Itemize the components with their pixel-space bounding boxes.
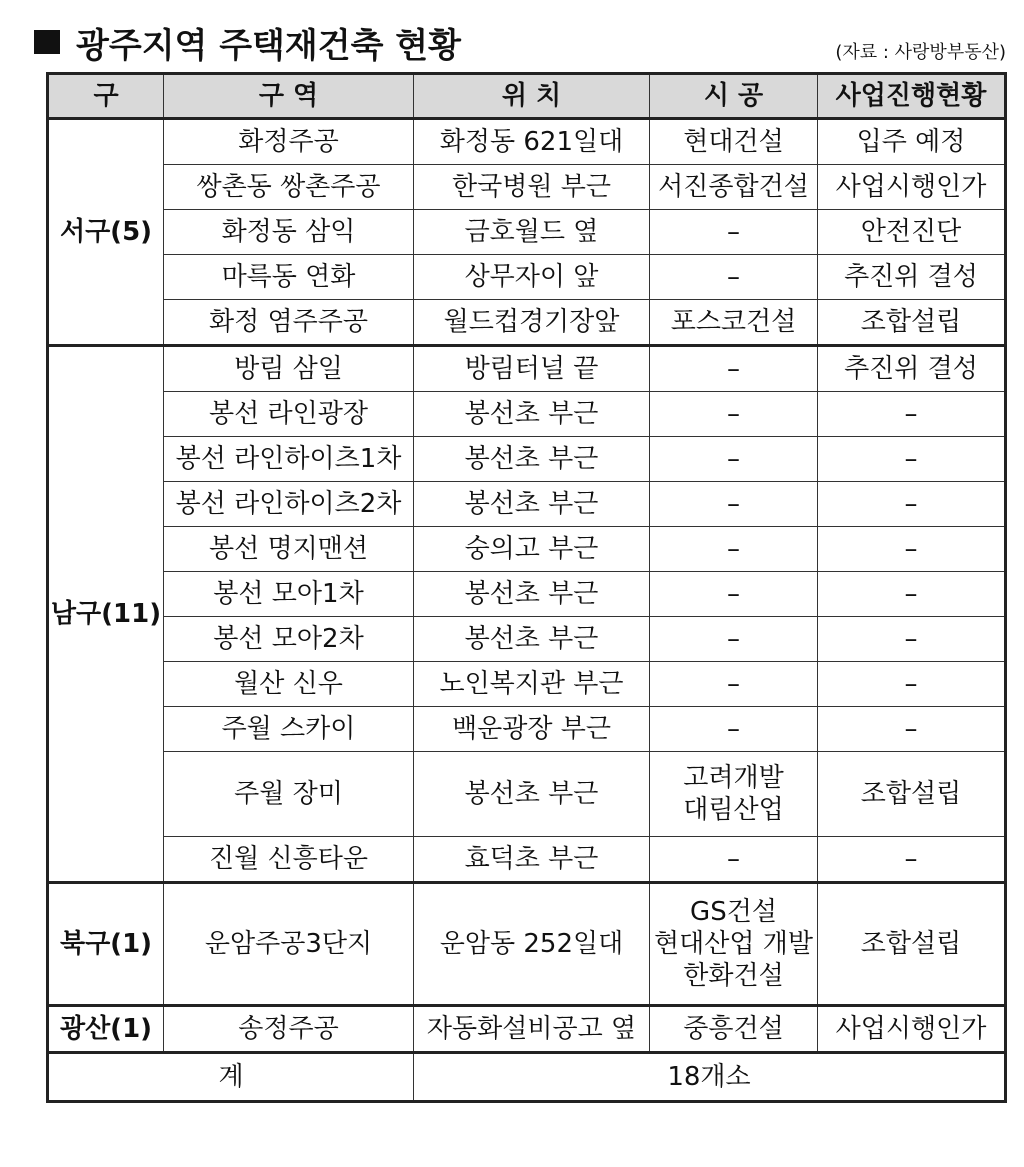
zone-cell: 봉선 라인광장 <box>164 392 414 437</box>
zone-cell: 봉선 모아2차 <box>164 617 414 662</box>
status-cell: 사업시행인가 <box>818 1006 1006 1053</box>
zone-cell: 방림 삼일 <box>164 346 414 392</box>
table-row <box>48 255 1006 300</box>
builder-cell <box>650 1006 818 1053</box>
builder-name: 현대산업 개발 <box>654 929 813 959</box>
location-cell: 효덕초 부근 <box>414 837 650 883</box>
builder-cell <box>650 300 818 346</box>
zone-cell: 송정주공 <box>164 1006 414 1053</box>
builder-name: 현대건설 <box>683 127 784 157</box>
zone-cell: 운암주공3단지 <box>164 883 414 1006</box>
source-note: (자료 : 사랑방부동산) <box>835 42 1006 63</box>
header-district: 구 <box>48 74 164 119</box>
builder-cell <box>650 482 818 527</box>
builder-cell <box>650 437 818 482</box>
builder-name: 한화건설 <box>683 961 784 991</box>
builder-cell <box>650 883 818 1006</box>
table-row <box>48 165 1006 210</box>
builder-name: – <box>727 489 740 519</box>
status-cell: 추진위 결성 <box>818 255 1006 300</box>
zone-cell: 봉선 라인하이츠1차 <box>164 437 414 482</box>
builder-name: – <box>727 844 740 874</box>
builder-cell <box>650 572 818 617</box>
builder-name: 포스코건설 <box>670 307 797 337</box>
page-title: 광주지역 주택재건축 현황 <box>76 26 461 66</box>
status-cell: – <box>818 437 1006 482</box>
location-cell: 운암동 252일대 <box>414 883 650 1006</box>
location-cell: 봉선초 부근 <box>414 482 650 527</box>
zone-cell: 화정동 삼익 <box>164 210 414 255</box>
header-builder: 시 공 <box>650 74 818 119</box>
table-row <box>48 437 1006 482</box>
builder-cell <box>650 527 818 572</box>
table-row <box>48 392 1006 437</box>
zone-cell: 화정 염주주공 <box>164 300 414 346</box>
location-cell: 백운광장 부근 <box>414 707 650 752</box>
status-cell: – <box>818 482 1006 527</box>
header-status: 사업진행현황 <box>818 74 1006 119</box>
status-cell: 입주 예정 <box>818 119 1006 165</box>
location-cell: 금호월드 옆 <box>414 210 650 255</box>
builder-name: – <box>727 669 740 699</box>
builder-name: – <box>727 262 740 292</box>
table-row <box>48 527 1006 572</box>
builder-name: – <box>727 579 740 609</box>
builder-cell <box>650 165 818 210</box>
total-row <box>48 1053 1006 1102</box>
table-row <box>48 1006 1006 1053</box>
location-cell: 노인복지관 부근 <box>414 662 650 707</box>
zone-cell: 화정주공 <box>164 119 414 165</box>
location-cell: 봉선초 부근 <box>414 437 650 482</box>
header-location: 위 치 <box>414 74 650 119</box>
location-cell: 봉선초 부근 <box>414 572 650 617</box>
table-row <box>48 752 1006 837</box>
builder-name: – <box>727 624 740 654</box>
zone-cell: 봉선 라인하이츠2차 <box>164 482 414 527</box>
builder-name: 서진종합건설 <box>658 172 809 202</box>
table-row <box>48 707 1006 752</box>
builder-name: – <box>727 714 740 744</box>
builder-cell <box>650 392 818 437</box>
builder-cell <box>650 346 818 392</box>
zone-cell: 월산 신우 <box>164 662 414 707</box>
builder-name: – <box>727 534 740 564</box>
location-cell: 상무자이 앞 <box>414 255 650 300</box>
status-cell: – <box>818 572 1006 617</box>
total-label: 계 <box>48 1053 414 1102</box>
table-row <box>48 300 1006 346</box>
builder-name: 고려개발 <box>683 763 784 793</box>
location-cell: 봉선초 부근 <box>414 617 650 662</box>
table-row <box>48 662 1006 707</box>
builder-cell <box>650 662 818 707</box>
zone-cell: 진월 신흥타운 <box>164 837 414 883</box>
table-body <box>48 119 1006 1102</box>
table-row <box>48 119 1006 165</box>
header-zone: 구 역 <box>164 74 414 119</box>
total-value: 18개소 <box>414 1053 1006 1102</box>
status-cell: – <box>818 617 1006 662</box>
builder-cell <box>650 707 818 752</box>
header-row <box>48 74 1006 119</box>
builder-cell <box>650 837 818 883</box>
status-cell: 조합설립 <box>818 752 1006 837</box>
title-row <box>34 14 1006 66</box>
zone-cell: 마륵동 연화 <box>164 255 414 300</box>
status-cell: 조합설립 <box>818 300 1006 346</box>
zone-cell: 주월 장미 <box>164 752 414 837</box>
zone-cell: 봉선 모아1차 <box>164 572 414 617</box>
location-cell: 자동화설비공고 옆 <box>414 1006 650 1053</box>
status-cell: – <box>818 392 1006 437</box>
zone-cell: 쌍촌동 쌍촌주공 <box>164 165 414 210</box>
status-cell: – <box>818 837 1006 883</box>
builder-cell <box>650 752 818 837</box>
status-cell: – <box>818 662 1006 707</box>
location-cell: 월드컵경기장앞 <box>414 300 650 346</box>
table-row <box>48 617 1006 662</box>
table-row <box>48 482 1006 527</box>
status-cell: 사업시행인가 <box>818 165 1006 210</box>
builder-name: GS건설 <box>690 897 777 927</box>
location-cell: 숭의고 부근 <box>414 527 650 572</box>
district-cell: 북구(1) <box>48 883 164 1006</box>
table-row <box>48 346 1006 392</box>
location-cell: 화정동 621일대 <box>414 119 650 165</box>
table-row <box>48 210 1006 255</box>
reconstruction-table <box>46 72 1007 1103</box>
district-cell: 광산(1) <box>48 1006 164 1053</box>
builder-cell <box>650 210 818 255</box>
builder-name: 대림산업 <box>683 795 784 825</box>
table-row <box>48 883 1006 1006</box>
builder-name: – <box>727 217 740 247</box>
status-cell: 조합설립 <box>818 883 1006 1006</box>
location-cell: 봉선초 부근 <box>414 752 650 837</box>
builder-cell <box>650 255 818 300</box>
builder-name: – <box>727 399 740 429</box>
table-row <box>48 572 1006 617</box>
builder-name: – <box>727 444 740 474</box>
district-cell: 서구(5) <box>48 119 164 346</box>
status-cell: – <box>818 527 1006 572</box>
builder-cell <box>650 617 818 662</box>
builder-name: 중흥건설 <box>683 1014 784 1044</box>
builder-cell <box>650 119 818 165</box>
zone-cell: 봉선 명지맨션 <box>164 527 414 572</box>
status-cell: – <box>818 707 1006 752</box>
status-cell: 추진위 결성 <box>818 346 1006 392</box>
location-cell: 방림터널 끝 <box>414 346 650 392</box>
table-row <box>48 837 1006 883</box>
square-bullet-icon <box>34 30 60 54</box>
location-cell: 봉선초 부근 <box>414 392 650 437</box>
location-cell: 한국병원 부근 <box>414 165 650 210</box>
zone-cell: 주월 스카이 <box>164 707 414 752</box>
district-cell: 남구(11) <box>48 346 164 883</box>
builder-name: – <box>727 354 740 384</box>
status-cell: 안전진단 <box>818 210 1006 255</box>
